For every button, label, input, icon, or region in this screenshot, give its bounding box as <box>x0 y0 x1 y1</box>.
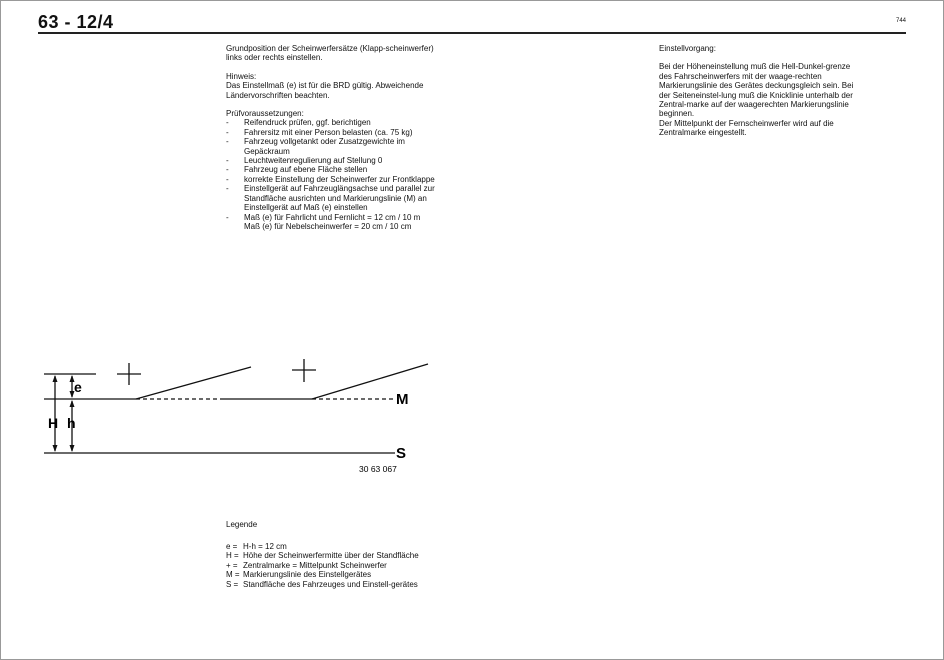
einstell-paragraph-1: Bei der Höheneinstellung muß die Hell-Dunkel-grenze des Fahrscheinwerfers mit der waage-rechten Markierungslinie des Gerätes deckungsgleich sein. Bei der Seiteneinstel-lung muß die Knicklinie unterhalb der Zentral-marke auf der waagerechten Markierungslinie beginnen. <box>659 62 854 119</box>
legend-key: H = <box>226 551 239 561</box>
list-item: - Fahrzeug vollgetankt oder Zusatzgewichte im Gepäckraum <box>226 137 441 156</box>
legend-key: + = <box>226 560 238 570</box>
list-item: - korrekte Einstellung der Scheinwerfer zur Frontklappe <box>226 175 441 184</box>
prereq-label: Prüfvoraussetzungen: <box>226 109 304 119</box>
label-h: h <box>67 415 76 431</box>
legend-text: Markierungslinie des Einstellgerätes <box>243 570 372 580</box>
legend-key: S = <box>226 579 239 589</box>
cutoff-line-left <box>136 367 251 399</box>
legend-text: Standfläche des Fahrzeuges und Einstell-gerätes <box>243 579 418 589</box>
legend-title: Legende <box>226 520 258 529</box>
list-item: - Maß (e) für Fahrlicht und Fernlicht = 12 cm / 10 m <box>226 213 441 222</box>
arrow-h-down <box>70 445 75 452</box>
list-item: - Reifendruck prüfen, ggf. berichtigen <box>226 118 441 127</box>
legend-row <box>226 551 433 561</box>
intro-text: Grundposition der Scheinwerfersätze (Klapp-scheinwerfer) links oder rechts einstellen. <box>226 44 434 63</box>
label-H: H <box>48 415 59 431</box>
arrow-H-down <box>53 445 58 452</box>
arrow-h-up <box>70 400 75 407</box>
hinweis-text: Das Einstellmaß (e) ist für die BRD gültig. Abweichende Ländervorschriften beachten. <box>226 81 424 100</box>
legend-key: e = <box>226 541 238 551</box>
legend-row <box>226 561 433 571</box>
list-item: - Einstellgerät auf Fahrzeuglängsachse und parallel zur Standfläche ausrichten und Markierungslinie (M) an Einstellgerät auf Maß (e) einstellen <box>226 184 441 212</box>
cutoff-line-right <box>312 364 428 399</box>
list-item: - Leuchtweitenregulierung auf Stellung 0 <box>226 156 441 165</box>
arrow-H-up <box>53 375 58 382</box>
legend-text: Höhe der Scheinwerfermitte über der Standfläche <box>243 551 419 561</box>
section-heading: 63 - 12/4 <box>38 12 114 32</box>
einstell-label: Einstellvorgang: <box>659 44 716 53</box>
legend <box>226 520 433 590</box>
legend-text: Zentralmarke = Mittelpunkt Scheinwerfer <box>243 560 387 570</box>
legend-key: M = <box>226 570 240 580</box>
page-number: 744 <box>896 18 907 24</box>
figure-number: 30 63 067 <box>359 464 397 474</box>
list-item: - Fahrersitz mit einer Person belasten (ca. 75 kg) <box>226 128 441 137</box>
prereq-extra: Maß (e) für Nebelscheinwerfer = 20 cm / 10 cm <box>244 221 412 231</box>
legend-row <box>226 580 433 590</box>
einstell-paragraph-2: Der Mittelpunkt der Fernscheinwerfer wird auf die Zentralmarke eingestellt. <box>659 118 834 138</box>
label-S: S <box>396 445 407 462</box>
label-e: e <box>74 379 82 395</box>
hinweis-label: Hinweis: <box>226 71 257 81</box>
list-item: - Fahrzeug auf ebene Fläche stellen <box>226 165 441 174</box>
legend-row <box>226 570 433 580</box>
legend-row <box>226 542 433 552</box>
label-M: M <box>396 391 409 408</box>
legend-text: H-h = 12 cm <box>243 541 287 551</box>
